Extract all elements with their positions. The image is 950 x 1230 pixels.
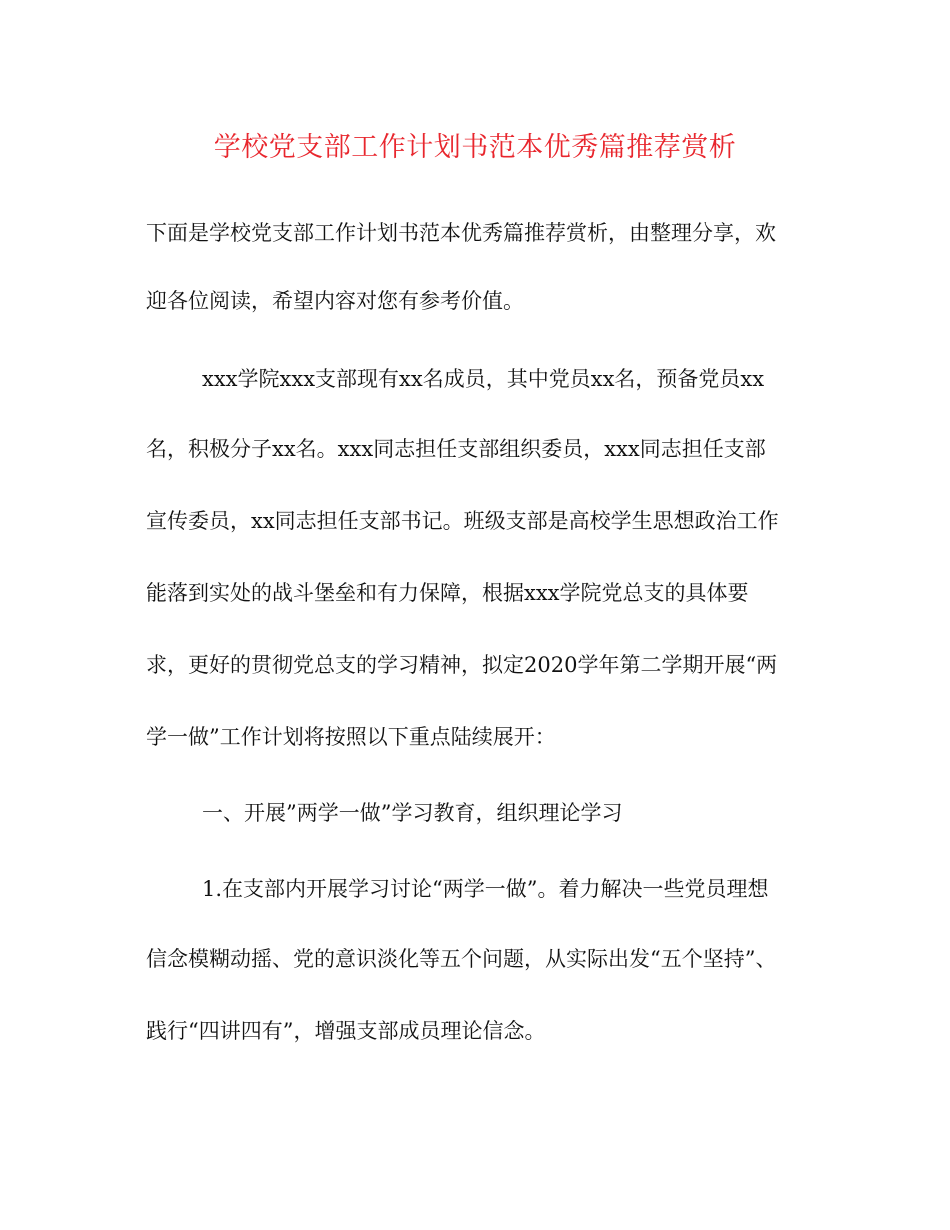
section-heading: 一、开展”两学一做”学习教育，组织理论学习 [202, 801, 623, 825]
paragraph-line: 践行“四讲四有”，增强支部成员理论信念。 [146, 1019, 546, 1043]
paragraph-line: 宣传委员，xx同志担任支部书记。班级支部是高校学生思想政治工作 [146, 509, 779, 533]
document-title: 学校党支部工作计划书范本优秀篇推荐赏析 [213, 132, 737, 163]
paragraph-line: 迎各位阅读，希望内容对您有参考价值。 [146, 289, 524, 313]
paragraph-line: xxx学院xxx支部现有xx名成员，其中党员xx名，预备党员xx [202, 367, 765, 391]
paragraph-line: 学一做”工作计划将按照以下重点陆续展开： [146, 725, 556, 749]
paragraph-line: 1.在支部内开展学习讨论“两学一做”。着力解决一些党员理想 [202, 877, 769, 901]
paragraph-line: 能落到实处的战斗堡垒和有力保障，根据xxx学院党总支的具体要 [146, 581, 749, 605]
paragraph-line: 名，积极分子xx名。xxx同志担任支部组织委员，xxx同志担任支部 [146, 437, 766, 461]
paragraph-line: 求，更好的贯彻党总支的学习精神，拟定2020学年第二学期开展“两 [146, 653, 778, 677]
paragraph-line: 下面是学校党支部工作计划书范本优秀篇推荐赏析，由整理分享，欢 [146, 221, 776, 245]
paragraph-line: 信念模糊动摇、党的意识淡化等五个问题，从实际出发“五个坚持”、 [146, 947, 777, 971]
